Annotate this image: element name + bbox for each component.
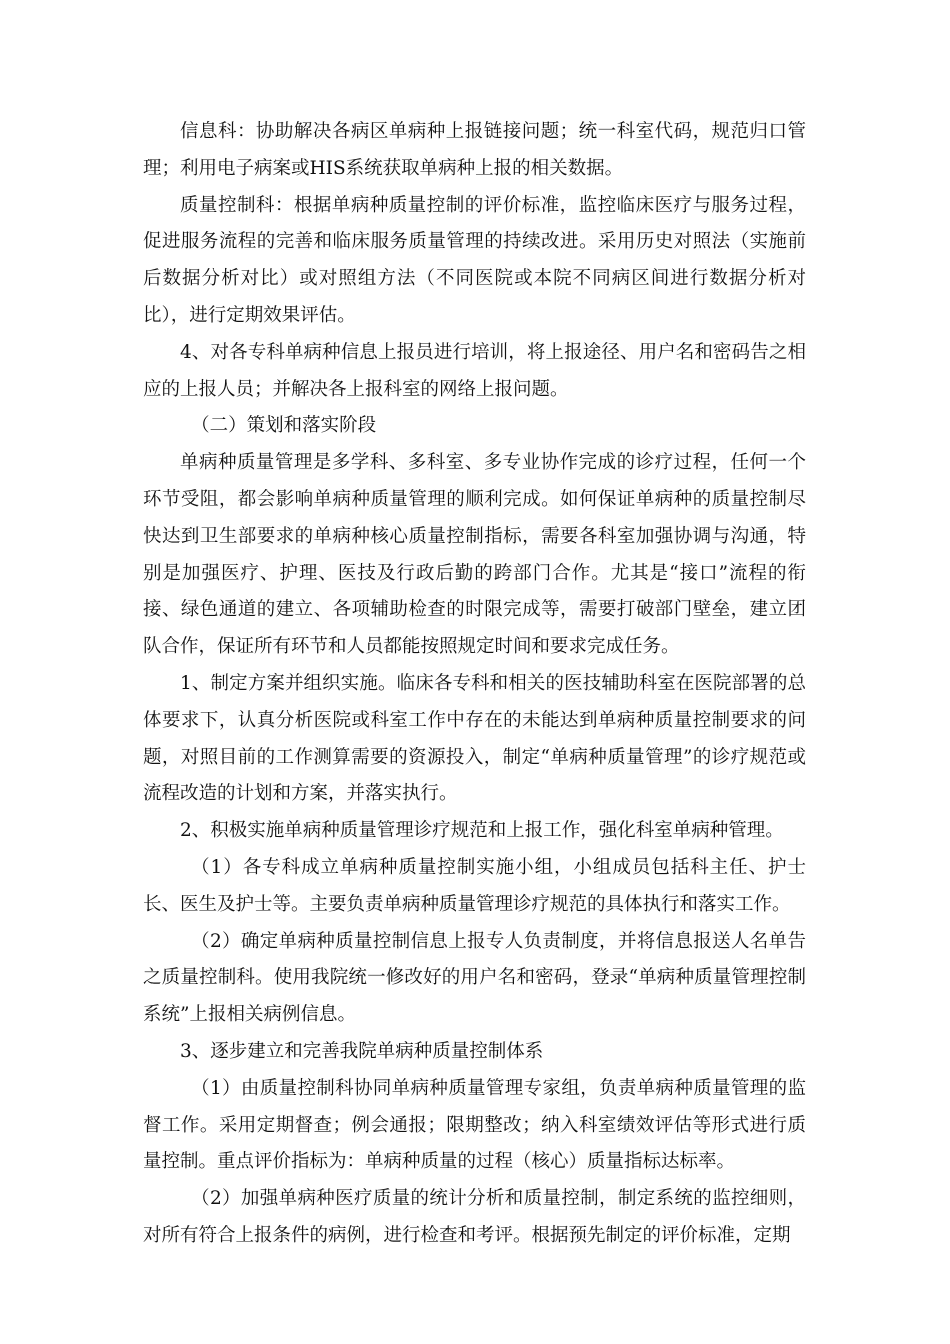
paragraph-item-4-training: 4、对各专科单病种信息上报员进行培训，将上报途径、用户名和密码告之相应的上报人员；并解决各上报科室的网络上报问题。	[143, 341, 806, 400]
paragraph-item-2-implementation: 2、积极实施单病种质量管理诊疗规范和上报工作，强化科室单病种管理。	[180, 820, 784, 842]
paragraph-subitem-2-reporting: （2）确定单病种质量控制信息上报专人负责制度，并将信息报送人名单告之质量控制科。使用我院统一修改好的用户名和密码，登录“单病种质量管理控制系统”上报相关病例信息。	[143, 930, 806, 1026]
paragraph-quality-control-dept: 质量控制科：根据单病种质量控制的评价标准，监控临床医疗与服务过程，促进服务流程的完善和临床服务质量管理的持续改进。采用历史对照法（实施前后数据分析对比）或对照组方法（不同医院或本院不同病区间进行数据分析对比），进行定期效果评估。	[143, 194, 806, 326]
paragraph-subitem-1-working-group: （1）各专科成立单病种质量控制实施小组，小组成员包括科主任、护士长、医生及护士等。主要负责单病种质量管理诊疗规范的具体执行和落实工作。	[143, 856, 806, 915]
paragraph-subitem-1-supervision: （1）由质量控制科协同单病种质量管理专家组，负责单病种质量管理的监督工作。采用定期督查；例会通报；限期整改；纳入科室绩效评估等形式进行质量控制。重点评价指标为：单病种质量的过程（核心）质量指标达标率。	[143, 1077, 806, 1173]
paragraph-item-3-system: 3、逐步建立和完善我院单病种质量控制体系	[180, 1040, 544, 1062]
document-body	[143, 114, 806, 1255]
paragraph-multidisciplinary-process: 单病种质量管理是多学科、多科室、多专业协作完成的诊疗过程，任何一个环节受阻，都会影响单病种质量管理的顺利完成。如何保证单病种的质量控制尽快达到卫生部要求的单病种核心质量控制指标，需要各科室加强协调与沟通，特别是加强医疗、护理、医技及行政后勤的跨部门合作。尤其是“接口”流程的衔接、绿色通道的建立、各项辅助检查的时限完成等，需要打破部门壁垒，建立团队合作，保证所有环节和人员都能按照规定时间和要求完成任务。	[143, 452, 806, 658]
paragraph-item-1-plan: 1、制定方案并组织实施。临床各专科和相关的医技辅助科室在医院部署的总体要求下，认真分析医院或科室工作中存在的未能达到单病种质量控制要求的问题，对照目前的工作测算需要的资源投入，制定“单病种质量管理”的诊疗规范或流程改造的计划和方案，并落实执行。	[143, 672, 806, 805]
section-heading-planning-stage: （二）策划和落实阶段	[191, 415, 377, 437]
paragraph-information-dept: 信息科：协助解决各病区单病种上报链接问题；统一科室代码，规范归口管理；利用电子病案或HIS系统获取单病种上报的相关数据。	[143, 121, 806, 179]
paragraph-subitem-2-statistics: （2）加强单病种医疗质量的统计分析和质量控制，制定系统的监控细则，对所有符合上报条件的病例，进行检查和考评。根据预先制定的评价标准，定期	[143, 1188, 806, 1246]
